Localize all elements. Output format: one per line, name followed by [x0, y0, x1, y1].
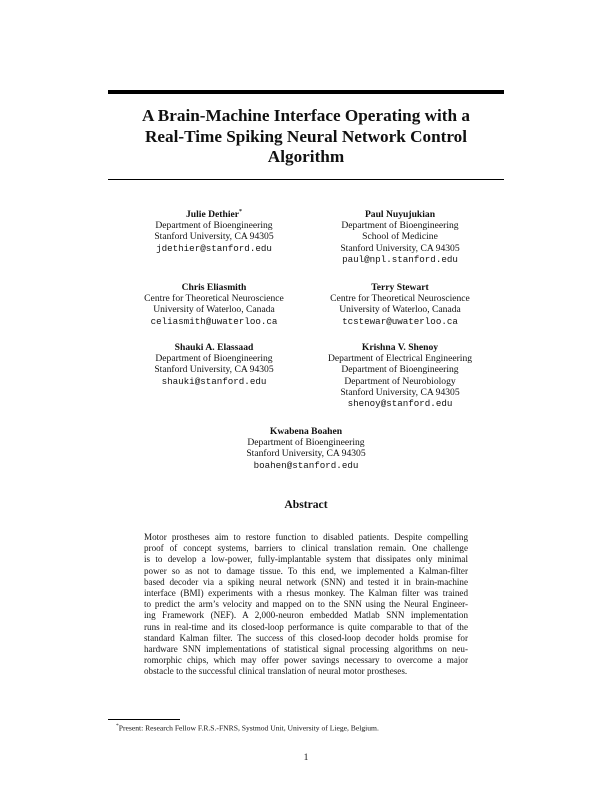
abstract-line: power so as not to damage tissue. To this end, we implemented a Kalman-filter	[144, 565, 468, 576]
author-block	[310, 209, 490, 265]
author-block	[216, 426, 396, 471]
title-line: A Brain-Machine Interface Operating with a	[142, 106, 470, 125]
author-affiliation: Department of Bioengineering	[341, 220, 459, 232]
abstract-line: Motor prostheses aim to restore function to disabled patients. Despite compelling	[144, 532, 468, 542]
paper-title	[108, 106, 504, 168]
author-block	[124, 209, 304, 254]
abstract-body	[144, 532, 468, 678]
title-bottom-rule	[108, 179, 504, 180]
title-line: Real-Time Spiking Neural Network Control	[144, 126, 468, 146]
author-email[interactable]: paul@npl.stanford.edu	[342, 253, 458, 265]
abstract-line: to predict the arm’s velocity and mapped on to the SNN using the Neural Engineer-	[144, 599, 468, 610]
abstract-line: runs in real-time and its closed-loop performance is quite comparable to that of the	[144, 621, 468, 632]
author-affiliation: Stanford University, CA 94305	[246, 448, 366, 460]
author-email[interactable]: boahen@stanford.edu	[253, 459, 359, 471]
footnote-text: Present: Research Fellow F.R.S.-FNRS, Systmod Unit, University of Liege, Belgium.	[118, 723, 379, 733]
author-block	[124, 282, 304, 327]
author-name: Paul Nuyujukian	[364, 209, 436, 220]
footnote-marker: *	[239, 208, 243, 215]
author-affiliation: Stanford University, CA 94305	[340, 386, 460, 398]
abstract-line: proof of concept systems, barriers to clinical translation remain. One challenge	[144, 543, 468, 554]
footnote-marker: *	[116, 723, 119, 729]
author-name: Julie Dethier*	[185, 208, 243, 220]
author-affiliation: Department of Bioengineering	[155, 353, 273, 365]
author-email[interactable]: shenoy@stanford.edu	[347, 398, 453, 410]
author-name: Chris Eliasmith	[181, 282, 247, 293]
author-affiliation: University of Waterloo, Canada	[339, 304, 461, 316]
title-top-rule	[108, 90, 504, 94]
author-block	[124, 342, 304, 387]
author-email[interactable]: jdethier@stanford.edu	[156, 242, 272, 254]
author-affiliation: Centre for Theoretical Neuroscience	[330, 293, 470, 305]
author-name: Shauki A. Elassaad	[174, 342, 254, 353]
abstract-line: obstacle to the successful clinical translation of neural motor prostheses.	[144, 666, 408, 677]
author-name: Krishna V. Shenoy	[361, 342, 439, 353]
author-email[interactable]: tcstewar@uwaterloo.ca	[342, 315, 458, 327]
abstract-heading: Abstract	[284, 498, 328, 511]
abstract-line: hardware SNN implementations of statistical signal processing algorithms on neu-	[144, 644, 468, 655]
author-name: Kwabena Boahen	[269, 426, 343, 437]
abstract-line: is to develop a low-power, fully-implantable system that dissipates only minimal	[144, 554, 468, 565]
abstract-line: romorphic chips, which may offer power savings necessary to overcome a major	[144, 655, 468, 666]
author-block	[310, 282, 490, 327]
author-affiliation: School of Medicine	[362, 231, 438, 243]
abstract-line: interface (BMI) experiments with a rhesus monkey. The Kalman filter was trained	[144, 588, 468, 599]
author-affiliation: Stanford University, CA 94305	[340, 242, 460, 254]
abstract-line: standard Kalman filter. The success of this closed-loop decoder holds promise for	[144, 632, 468, 643]
author-email[interactable]: shauki@stanford.edu	[161, 375, 267, 387]
author-block	[310, 342, 490, 409]
author-affiliation: Department of Bioengineering	[341, 364, 459, 376]
abstract-line: ing Framework (NEF). A 2,000-neuron embedded Matlab SNN implementation	[144, 610, 468, 621]
author-affiliation: Stanford University, CA 94305	[154, 231, 274, 243]
author-affiliation: Centre for Theoretical Neuroscience	[144, 293, 284, 305]
author-affiliation: Department of Bioengineering	[247, 437, 365, 449]
author-affiliation: Department of Electrical Engineering	[327, 353, 473, 365]
author-affiliation: University of Waterloo, Canada	[153, 304, 275, 316]
author-affiliation: Stanford University, CA 94305	[154, 364, 274, 376]
author-affiliation: Department of Bioengineering	[155, 220, 273, 232]
page-number: 1	[303, 752, 309, 763]
footnote	[116, 723, 379, 733]
author-affiliation: Department of Neurobiology	[344, 375, 456, 387]
author-name: Terry Stewart	[371, 282, 429, 293]
abstract-line: based decoder via a spiking neural network (SNN) and tested it in brain-machine	[144, 576, 468, 587]
author-email[interactable]: celiasmith@uwaterloo.ca	[150, 315, 278, 327]
footnote-rule	[108, 719, 180, 720]
title-line: Algorithm	[267, 147, 345, 166]
